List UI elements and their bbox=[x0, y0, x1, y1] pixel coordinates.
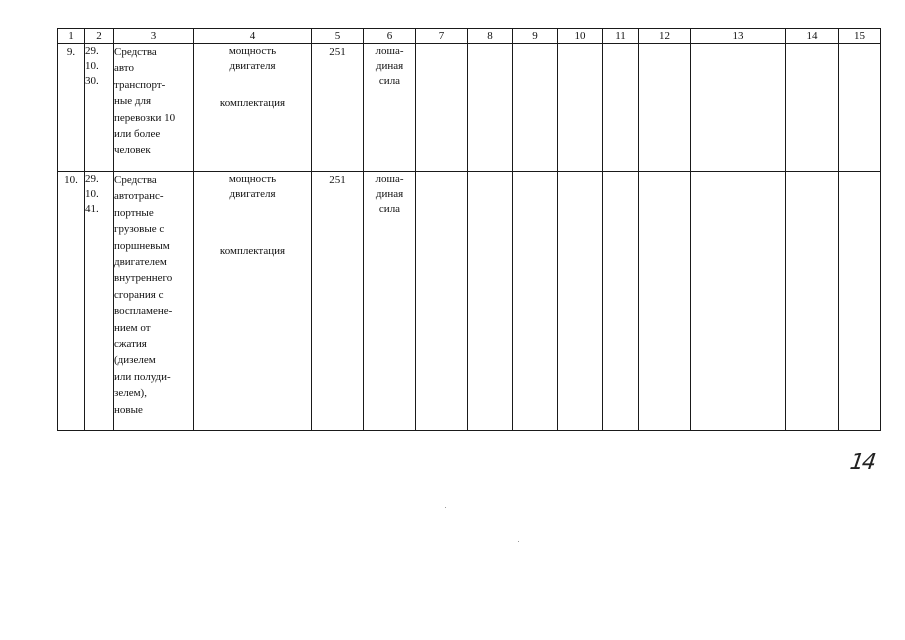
empty-cell bbox=[786, 172, 839, 431]
table-row bbox=[58, 172, 881, 431]
name-line: перевозки 10 bbox=[114, 111, 176, 124]
empty-cell bbox=[558, 172, 603, 431]
name-line: двигателем bbox=[114, 256, 167, 269]
row-code bbox=[85, 172, 114, 431]
handwritten-page-number: 14 bbox=[848, 450, 876, 475]
name-line: ные для bbox=[114, 95, 152, 108]
name-line: сгорания с bbox=[114, 288, 164, 301]
header-cell-12: 12 bbox=[639, 29, 691, 44]
param-line: комплектация bbox=[219, 245, 286, 257]
header-cell-5: 5 bbox=[312, 29, 364, 44]
empty-cell bbox=[839, 172, 881, 431]
scan-speck bbox=[445, 507, 446, 508]
name-line: (дизелем bbox=[114, 354, 156, 367]
row-unit bbox=[364, 172, 416, 431]
name-line: грузовые с bbox=[114, 223, 165, 236]
empty-cell bbox=[691, 44, 786, 172]
unit-line: лоша- bbox=[375, 45, 404, 57]
code-line: 30. bbox=[85, 75, 99, 87]
name-line: Средства bbox=[114, 174, 157, 186]
specification-table bbox=[57, 28, 881, 431]
row-number: 9. bbox=[58, 44, 85, 172]
row-name bbox=[114, 172, 194, 431]
header-cell-11: 11 bbox=[603, 29, 639, 44]
code-line: 41. bbox=[85, 203, 99, 215]
param-line: комплектация bbox=[219, 97, 286, 109]
name-line: поршневым bbox=[114, 239, 170, 252]
header-cell-3: 3 bbox=[114, 29, 194, 44]
empty-cell bbox=[513, 44, 558, 172]
unit-line: сила bbox=[378, 203, 401, 215]
param-line: мощность bbox=[228, 45, 277, 57]
header-cell-14: 14 bbox=[786, 29, 839, 44]
name-line: зелем), bbox=[114, 387, 147, 400]
empty-cell bbox=[558, 44, 603, 172]
param-line: двигателя bbox=[229, 188, 276, 200]
row-value: 251 bbox=[312, 172, 364, 431]
name-line: портные bbox=[114, 206, 154, 219]
row-code bbox=[85, 44, 114, 172]
empty-cell bbox=[513, 172, 558, 431]
empty-cell bbox=[786, 44, 839, 172]
param-line: мощность bbox=[228, 173, 277, 185]
empty-cell bbox=[639, 44, 691, 172]
header-cell-15: 15 bbox=[839, 29, 881, 44]
param-line: двигателя bbox=[229, 60, 276, 72]
empty-cell bbox=[691, 172, 786, 431]
name-line: нием от bbox=[114, 321, 151, 334]
name-line: авто bbox=[114, 62, 134, 75]
empty-cell bbox=[468, 172, 513, 431]
unit-line: диная bbox=[375, 60, 404, 72]
header-cell-9: 9 bbox=[513, 29, 558, 44]
row-unit bbox=[364, 44, 416, 172]
unit-line: диная bbox=[375, 188, 404, 200]
header-cell-10: 10 bbox=[558, 29, 603, 44]
header-cell-2: 2 bbox=[85, 29, 114, 44]
header-cell-7: 7 bbox=[416, 29, 468, 44]
name-line: автотранс- bbox=[114, 190, 164, 203]
code-line: 10. bbox=[85, 188, 99, 200]
table-row bbox=[58, 44, 881, 172]
unit-line: лоша- bbox=[375, 173, 404, 185]
row-parameters bbox=[194, 172, 312, 431]
name-line: сжатия bbox=[114, 338, 147, 351]
row-number: 10. bbox=[58, 172, 85, 431]
row-value: 251 bbox=[312, 44, 364, 172]
empty-cell bbox=[839, 44, 881, 172]
name-line: транспорт- bbox=[114, 78, 166, 91]
empty-cell bbox=[603, 172, 639, 431]
name-line: новые bbox=[114, 403, 143, 416]
header-cell-1: 1 bbox=[58, 29, 85, 44]
code-line: 10. bbox=[85, 60, 99, 72]
name-line: Средства bbox=[114, 46, 157, 58]
empty-cell bbox=[416, 44, 468, 172]
name-line: воспламене- bbox=[114, 305, 173, 318]
name-line: человек bbox=[114, 144, 151, 157]
code-line: 29. bbox=[85, 173, 99, 185]
empty-cell bbox=[416, 172, 468, 431]
header-cell-8: 8 bbox=[468, 29, 513, 44]
header-cell-6: 6 bbox=[364, 29, 416, 44]
header-row bbox=[58, 29, 881, 44]
code-line: 29. bbox=[85, 45, 99, 57]
header-cell-4: 4 bbox=[194, 29, 312, 44]
name-line: или более bbox=[114, 128, 161, 141]
empty-cell bbox=[468, 44, 513, 172]
row-parameters bbox=[194, 44, 312, 172]
name-line: внутреннего bbox=[114, 272, 173, 285]
scan-speck bbox=[518, 541, 519, 542]
header-cell-13: 13 bbox=[691, 29, 786, 44]
empty-cell bbox=[603, 44, 639, 172]
name-line: или полуди- bbox=[114, 370, 171, 383]
row-name bbox=[114, 44, 194, 172]
unit-line: сила bbox=[378, 75, 401, 87]
empty-cell bbox=[639, 172, 691, 431]
